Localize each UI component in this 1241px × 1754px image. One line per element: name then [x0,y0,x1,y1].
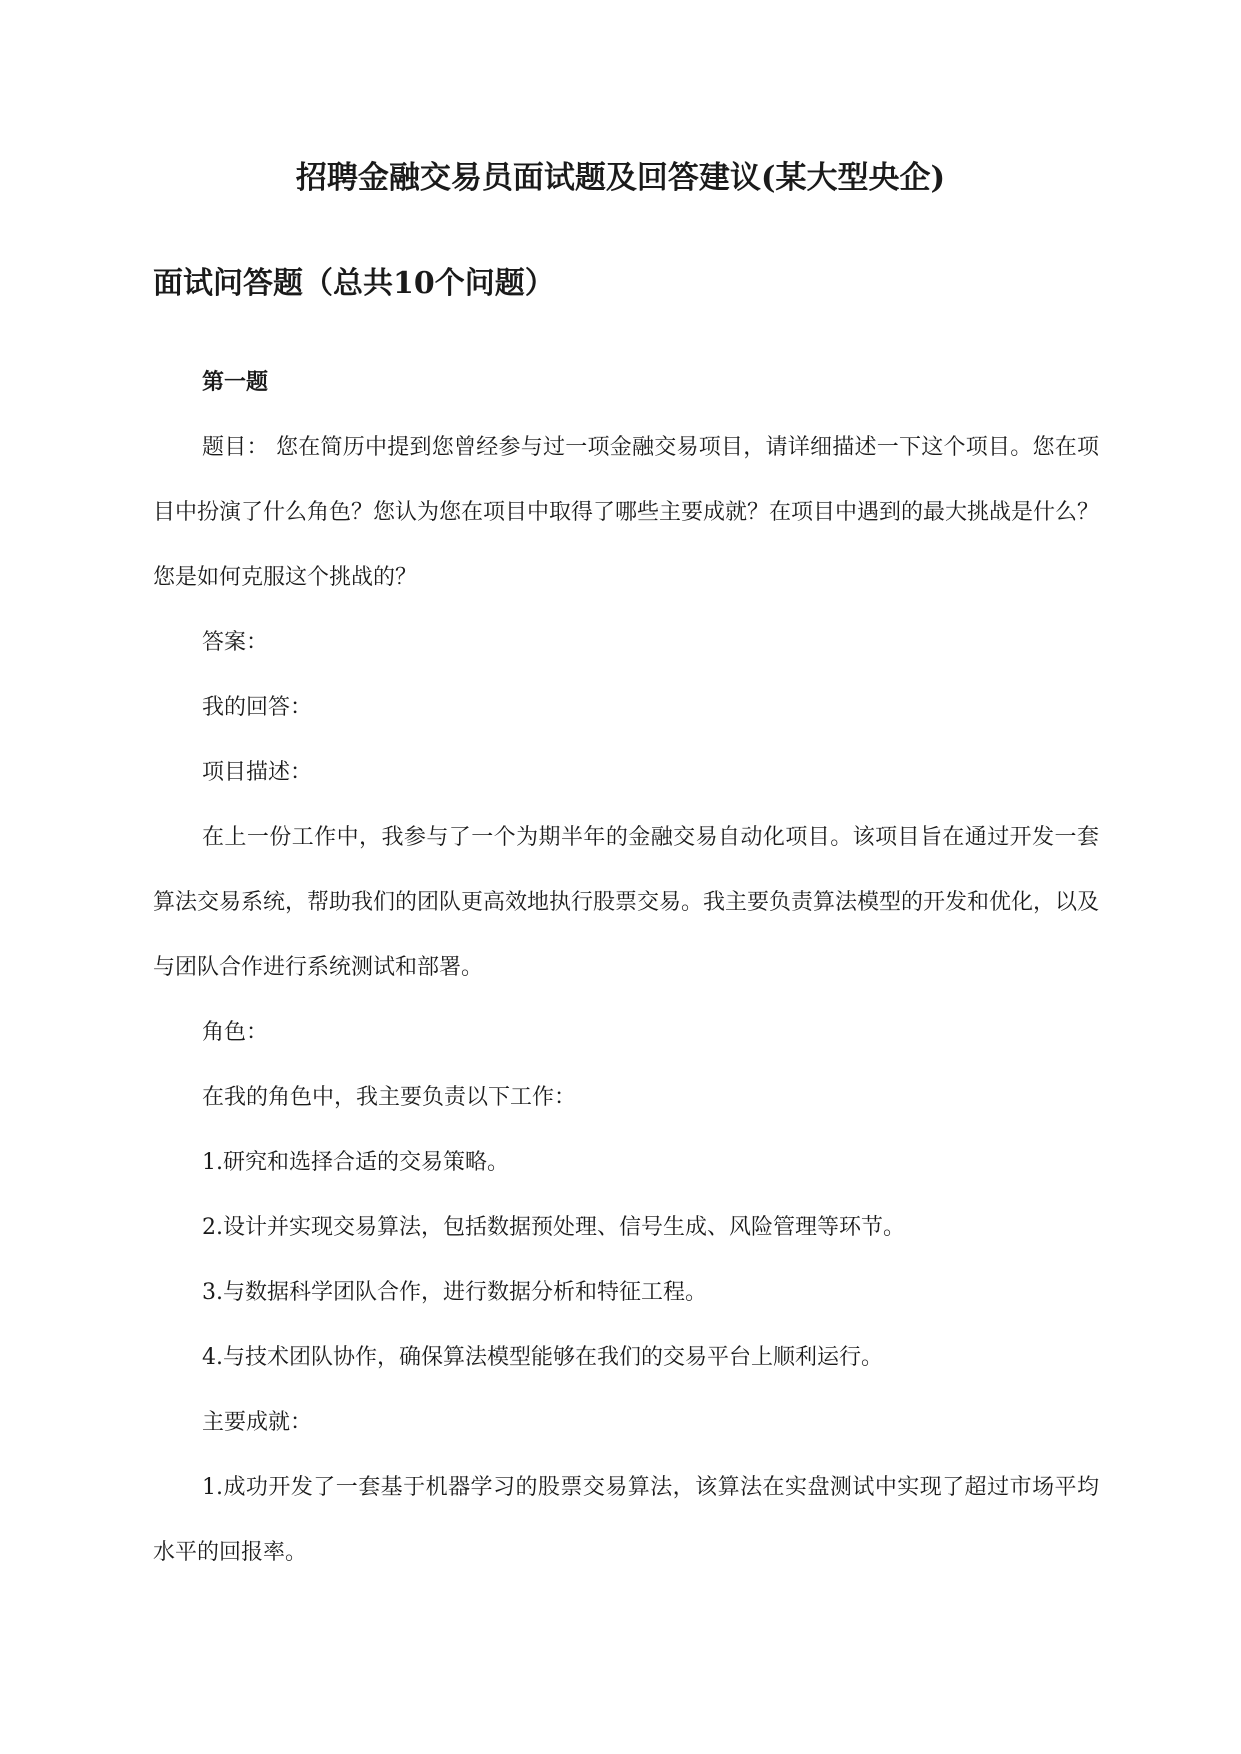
role-item-2: 2.设计并实现交易算法，包括数据预处理、信号生成、风险管理等环节。 [202,1215,905,1240]
role-label: 角色： [202,1020,269,1045]
role-item-1: 1.研究和选择合适的交易策略。 [202,1150,509,1175]
document-body [153,350,1099,1585]
role-item-4: 4.与技术团队协作，确保算法模型能够在我们的交易平台上顺利运行。 [202,1345,883,1370]
achievements-label: 主要成就： [202,1410,313,1435]
project-description-text: 在上一份工作中，我参与了一个为期半年的金融交易自动化项目。该项目旨在通过开发一套算法交易系统，帮助我们的团队更高效地执行股票交易。我主要负责算法模型的开发和优化，以及与团队合作进行系统测试和部署。 [153,825,1100,980]
question-text: 题目： 您在简历中提到您曾经参与过一项金融交易项目，请详细描述一下这个项目。您在项目中扮演了什么角色？您认为您在项目中取得了哪些主要成就？在项目中遇到的最大挑战是什么？您是如何克服这个挑战的？ [153,435,1100,590]
my-answer-label: 我的回答： [202,695,313,720]
section-heading: 面试问答题（总共10个问题） [153,266,555,301]
document-title: 招聘金融交易员面试题及回答建议(某大型央企) [295,160,946,196]
answer-label: 答案： [202,630,269,655]
role-intro: 在我的角色中，我主要负责以下工作： [202,1085,577,1110]
question-label: 第一题 [202,369,269,395]
role-item-3: 3.与数据科学团队合作，进行数据分析和特征工程。 [202,1280,707,1305]
achievement-item-1: 1.成功开发了一套基于机器学习的股票交易算法，该算法在实盘测试中实现了超过市场平均水平的回报率。 [153,1475,1099,1565]
project-description-label: 项目描述： [202,760,313,785]
